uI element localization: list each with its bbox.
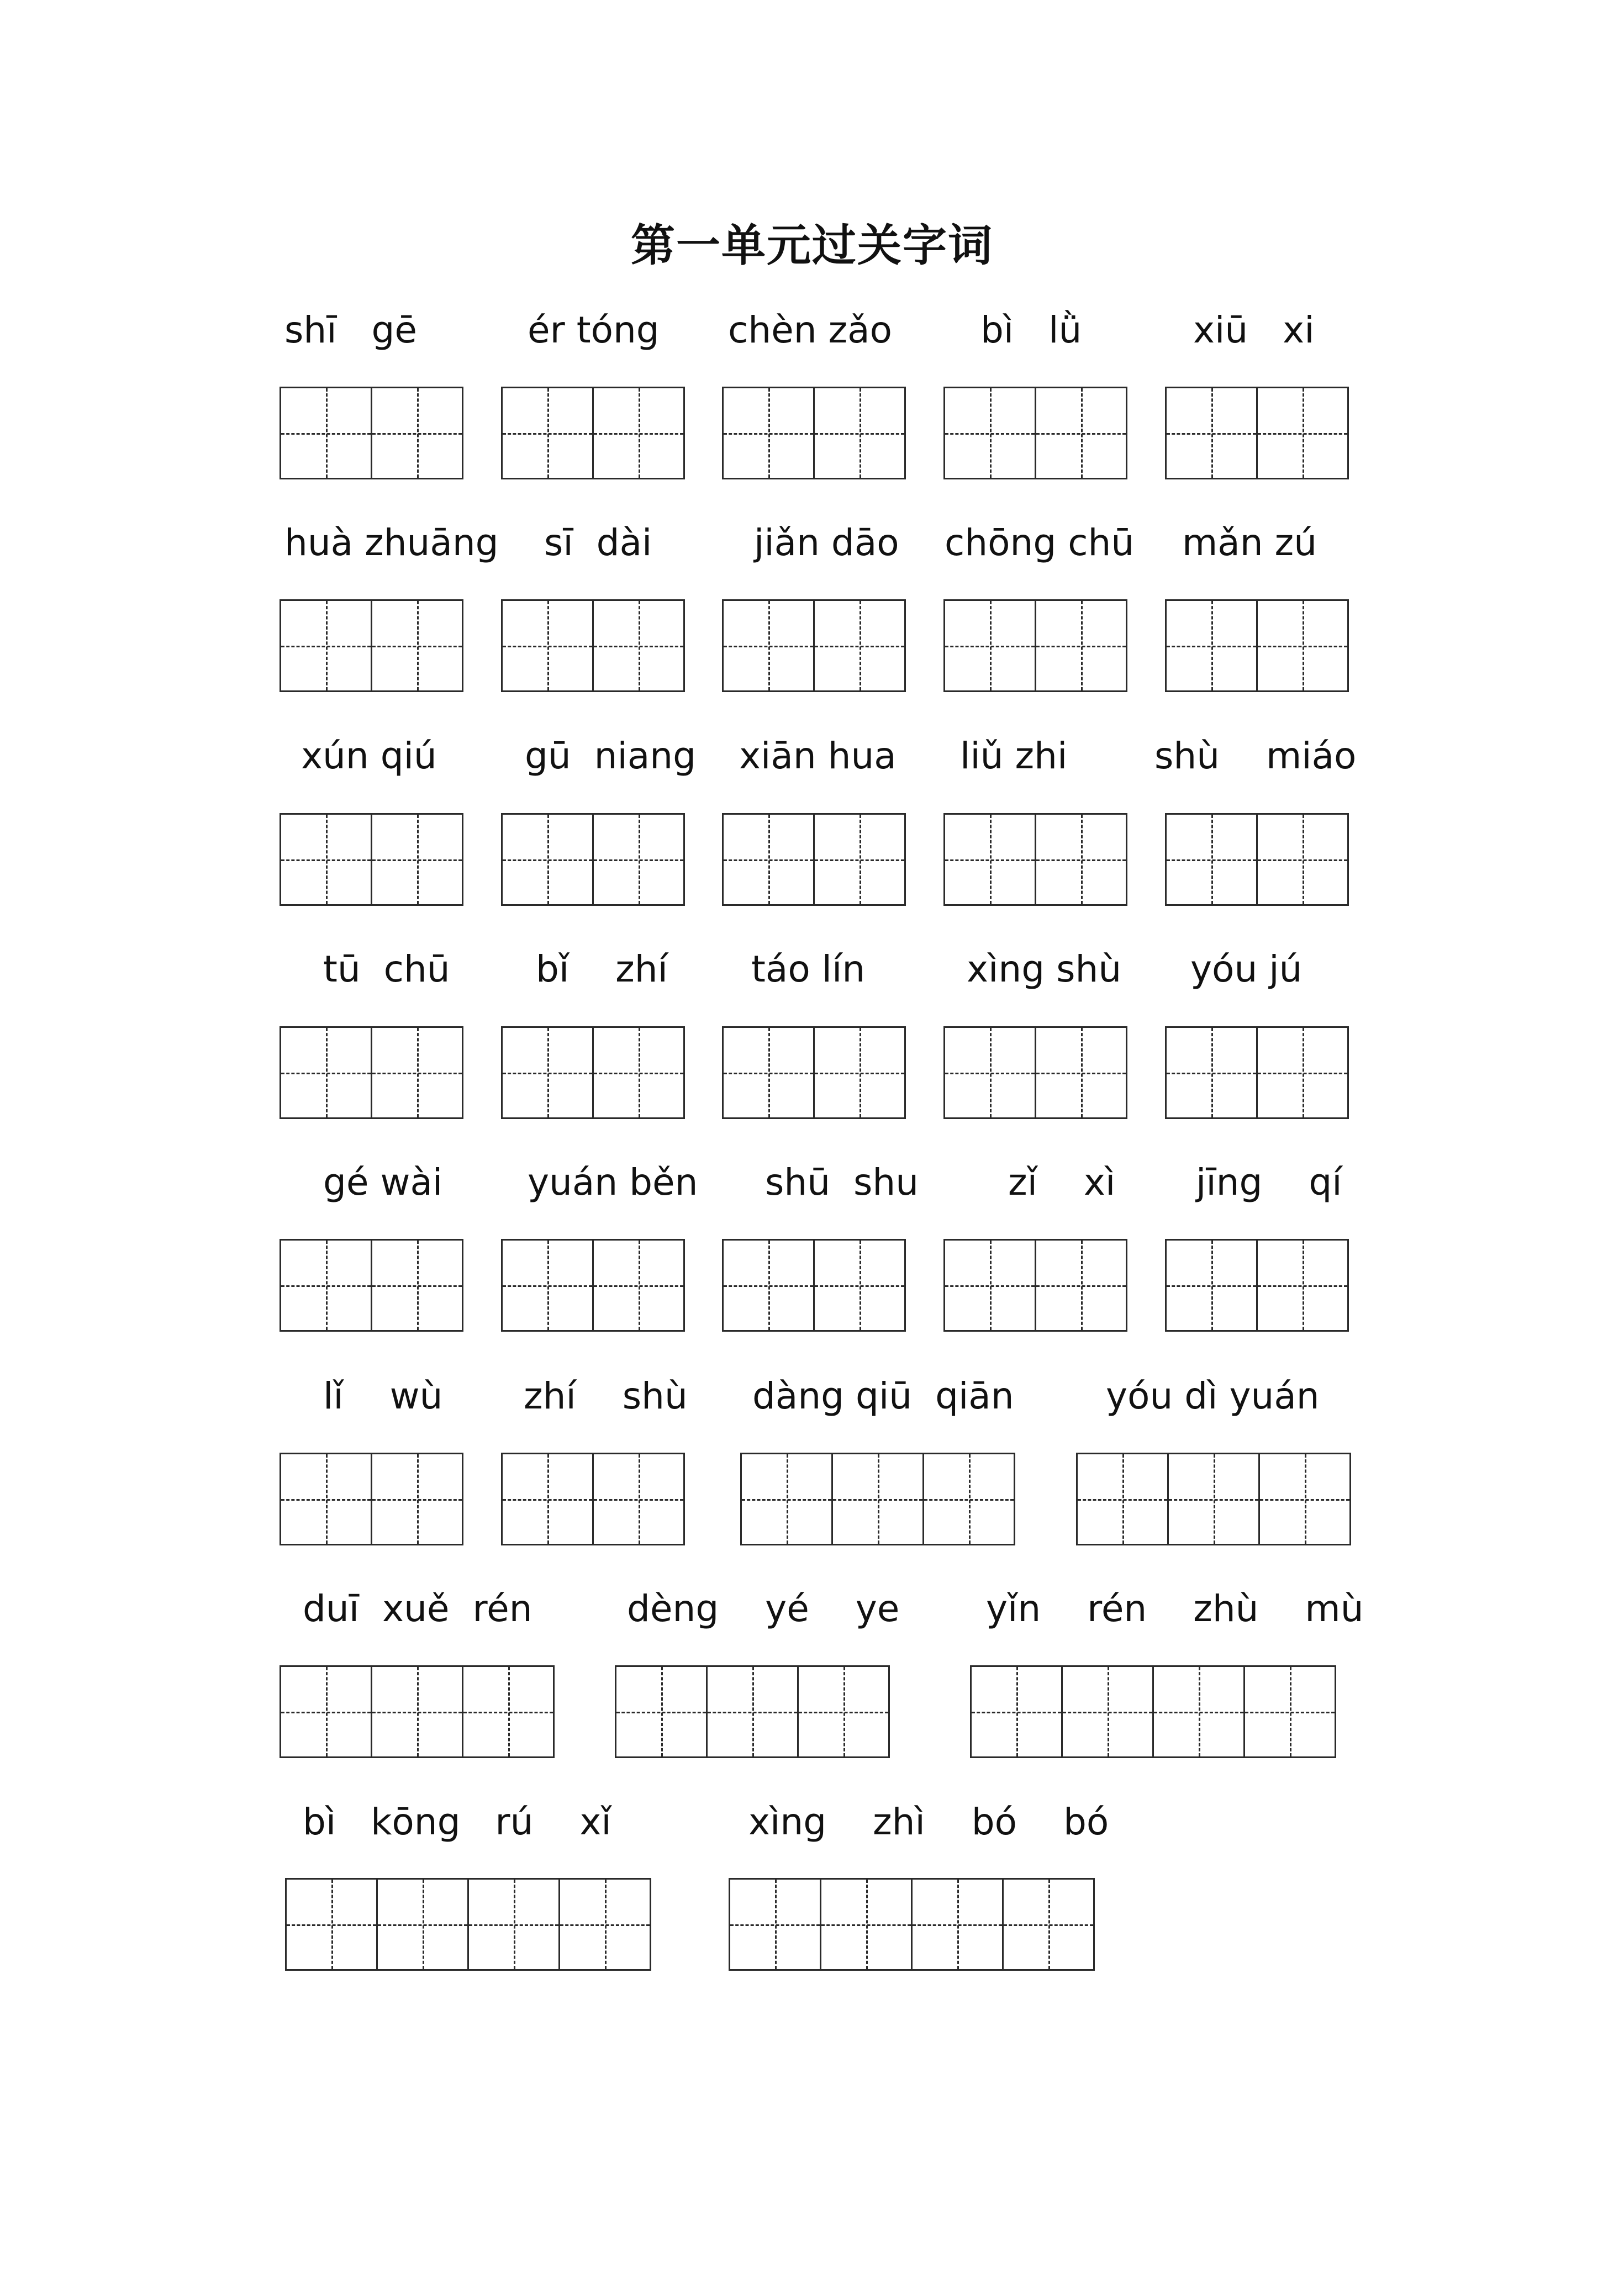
writing-grid xyxy=(1165,1026,1349,1119)
tianzige-cell[interactable] xyxy=(462,1665,555,1758)
tianzige-cell[interactable] xyxy=(813,813,906,906)
tianzige-cell[interactable] xyxy=(280,599,372,692)
writing-grid xyxy=(501,387,685,479)
pinyin-label: dèng yé ye xyxy=(627,1587,900,1630)
tianzige-cell[interactable] xyxy=(371,1665,463,1758)
pinyin-label: chōng chū xyxy=(945,521,1135,564)
writing-grid xyxy=(1165,599,1349,692)
tianzige-cell[interactable] xyxy=(285,1878,378,1971)
writing-grid xyxy=(943,1026,1127,1119)
tianzige-cell[interactable] xyxy=(592,813,685,906)
writing-grid xyxy=(943,599,1127,692)
tianzige-cell[interactable] xyxy=(1165,599,1258,692)
writing-grid xyxy=(280,387,463,479)
pinyin-label: xún qiú xyxy=(301,735,437,777)
writing-grid xyxy=(501,599,685,692)
writing-grid xyxy=(280,1453,463,1545)
tianzige-cell[interactable] xyxy=(813,1026,906,1119)
tianzige-cell[interactable] xyxy=(1243,1665,1336,1758)
tianzige-cell[interactable] xyxy=(797,1665,890,1758)
pinyin-label: jiǎn dāo xyxy=(754,521,899,564)
writing-grid xyxy=(1165,1239,1349,1332)
tianzige-cell[interactable] xyxy=(813,387,906,479)
tianzige-cell[interactable] xyxy=(371,1453,463,1545)
tianzige-cell[interactable] xyxy=(280,1665,372,1758)
writing-grid xyxy=(501,1239,685,1332)
tianzige-cell[interactable] xyxy=(371,813,463,906)
tianzige-cell[interactable] xyxy=(1167,1453,1260,1545)
pinyin-label: ér tóng xyxy=(528,309,660,351)
writing-grid xyxy=(722,387,906,479)
tianzige-cell[interactable] xyxy=(615,1665,708,1758)
tianzige-cell[interactable] xyxy=(813,599,906,692)
pinyin-label: xìng zhì bó bó xyxy=(748,1801,1109,1843)
tianzige-cell[interactable] xyxy=(1256,387,1349,479)
pinyin-label: yǐn rén zhù mù xyxy=(986,1587,1364,1630)
tianzige-cell[interactable] xyxy=(1035,1026,1127,1119)
tianzige-cell[interactable] xyxy=(501,599,594,692)
tianzige-cell[interactable] xyxy=(280,387,372,479)
tianzige-cell[interactable] xyxy=(1152,1665,1245,1758)
tianzige-cell[interactable] xyxy=(467,1878,560,1971)
tianzige-cell[interactable] xyxy=(831,1453,924,1545)
tianzige-cell[interactable] xyxy=(1165,813,1258,906)
pinyin-label: sī dài xyxy=(544,521,652,564)
writing-grid xyxy=(280,599,463,692)
writing-grid xyxy=(1165,813,1349,906)
tianzige-cell[interactable] xyxy=(592,1239,685,1332)
pinyin-label: dàng qiū qiān xyxy=(752,1375,1014,1417)
pinyin-label: xiū xi xyxy=(1193,309,1315,351)
pinyin-label: xìng shù xyxy=(967,948,1122,990)
tianzige-cell[interactable] xyxy=(911,1878,1004,1971)
tianzige-cell[interactable] xyxy=(280,813,372,906)
tianzige-cell[interactable] xyxy=(1165,387,1258,479)
writing-grid xyxy=(722,599,906,692)
writing-grid xyxy=(501,1453,685,1545)
tianzige-cell[interactable] xyxy=(1256,1026,1349,1119)
tianzige-cell[interactable] xyxy=(592,599,685,692)
tianzige-cell[interactable] xyxy=(376,1878,469,1971)
writing-grid xyxy=(280,1665,555,1758)
pinyin-label: gū niang xyxy=(525,735,697,777)
tianzige-cell[interactable] xyxy=(706,1665,799,1758)
tianzige-cell[interactable] xyxy=(1035,1239,1127,1332)
tianzige-cell[interactable] xyxy=(722,1239,815,1332)
pinyin-label: jīng qí xyxy=(1196,1161,1342,1204)
pinyin-label: táo lín xyxy=(751,948,866,990)
tianzige-cell[interactable] xyxy=(943,1239,1036,1332)
writing-grid xyxy=(280,1026,463,1119)
pinyin-label: shī gē xyxy=(284,309,417,351)
writing-grid xyxy=(280,1239,463,1332)
tianzige-cell[interactable] xyxy=(371,1026,463,1119)
writing-grid xyxy=(722,813,906,906)
tianzige-cell[interactable] xyxy=(501,1026,594,1119)
tianzige-cell[interactable] xyxy=(1256,1239,1349,1332)
tianzige-cell[interactable] xyxy=(1035,813,1127,906)
writing-grid xyxy=(722,1239,906,1332)
tianzige-cell[interactable] xyxy=(371,387,463,479)
writing-grid xyxy=(943,387,1127,479)
tianzige-cell[interactable] xyxy=(740,1453,833,1545)
tianzige-cell[interactable] xyxy=(943,387,1036,479)
pinyin-label: shū shu xyxy=(765,1161,919,1204)
writing-grid xyxy=(729,1878,1095,1971)
writing-grid xyxy=(280,813,463,906)
pinyin-label: mǎn zú xyxy=(1182,521,1317,564)
tianzige-cell[interactable] xyxy=(1256,813,1349,906)
pinyin-label: huà zhuāng xyxy=(284,521,499,564)
tianzige-cell[interactable] xyxy=(501,1453,594,1545)
tianzige-cell[interactable] xyxy=(501,1239,594,1332)
writing-grid xyxy=(943,813,1127,906)
pinyin-label: chèn zǎo xyxy=(728,309,892,351)
tianzige-cell[interactable] xyxy=(592,1453,685,1545)
tianzige-cell[interactable] xyxy=(1035,599,1127,692)
writing-grid xyxy=(615,1665,890,1758)
tianzige-cell[interactable] xyxy=(943,599,1036,692)
tianzige-cell[interactable] xyxy=(722,1026,815,1119)
writing-grid xyxy=(740,1453,1015,1545)
page-title: 第一单元过关字词 xyxy=(631,219,993,271)
tianzige-cell[interactable] xyxy=(943,813,1036,906)
pinyin-label: xiān hua xyxy=(739,735,897,777)
tianzige-cell[interactable] xyxy=(501,387,594,479)
pinyin-label: yóu jú xyxy=(1190,948,1303,990)
tianzige-cell[interactable] xyxy=(1258,1453,1351,1545)
tianzige-cell[interactable] xyxy=(592,387,685,479)
pinyin-label: liǔ zhi xyxy=(960,735,1068,777)
pinyin-label: shù miáo xyxy=(1154,735,1357,777)
tianzige-cell[interactable] xyxy=(280,1239,372,1332)
pinyin-label: bì kōng rú xǐ xyxy=(303,1801,611,1843)
tianzige-cell[interactable] xyxy=(722,387,815,479)
tianzige-cell[interactable] xyxy=(722,813,815,906)
tianzige-cell[interactable] xyxy=(922,1453,1015,1545)
pinyin-label: duī xuě rén xyxy=(303,1587,532,1630)
tianzige-cell[interactable] xyxy=(820,1878,913,1971)
pinyin-label: zhí shù xyxy=(524,1375,688,1417)
tianzige-cell[interactable] xyxy=(722,599,815,692)
writing-grid xyxy=(943,1239,1127,1332)
tianzige-cell[interactable] xyxy=(943,1026,1036,1119)
tianzige-cell[interactable] xyxy=(970,1665,1063,1758)
tianzige-cell[interactable] xyxy=(1165,1026,1258,1119)
writing-grid xyxy=(285,1878,651,1971)
writing-grid xyxy=(722,1026,906,1119)
pinyin-label: yuán běn xyxy=(528,1161,698,1204)
tianzige-cell[interactable] xyxy=(729,1878,821,1971)
tianzige-cell[interactable] xyxy=(1076,1453,1169,1545)
tianzige-cell[interactable] xyxy=(1002,1878,1095,1971)
tianzige-cell[interactable] xyxy=(1035,387,1127,479)
writing-grid xyxy=(1076,1453,1351,1545)
tianzige-cell[interactable] xyxy=(592,1026,685,1119)
pinyin-label: yóu dì yuán xyxy=(1106,1375,1320,1417)
pinyin-label: zǐ xì xyxy=(1008,1161,1116,1204)
tianzige-cell[interactable] xyxy=(371,1239,463,1332)
pinyin-label: lǐ wù xyxy=(323,1375,443,1417)
tianzige-cell[interactable] xyxy=(813,1239,906,1332)
writing-grid xyxy=(1165,387,1349,479)
tianzige-cell[interactable] xyxy=(1061,1665,1154,1758)
writing-grid xyxy=(970,1665,1336,1758)
tianzige-cell[interactable] xyxy=(1165,1239,1258,1332)
writing-grid xyxy=(501,1026,685,1119)
tianzige-cell[interactable] xyxy=(280,1453,372,1545)
tianzige-cell[interactable] xyxy=(558,1878,651,1971)
tianzige-cell[interactable] xyxy=(371,599,463,692)
tianzige-cell[interactable] xyxy=(280,1026,372,1119)
pinyin-label: bǐ zhí xyxy=(536,948,668,990)
tianzige-cell[interactable] xyxy=(1256,599,1349,692)
pinyin-label: gé wài xyxy=(323,1161,443,1204)
pinyin-label: tū chū xyxy=(323,948,450,990)
pinyin-label: bì lǜ xyxy=(980,309,1082,351)
tianzige-cell[interactable] xyxy=(501,813,594,906)
writing-grid xyxy=(501,813,685,906)
